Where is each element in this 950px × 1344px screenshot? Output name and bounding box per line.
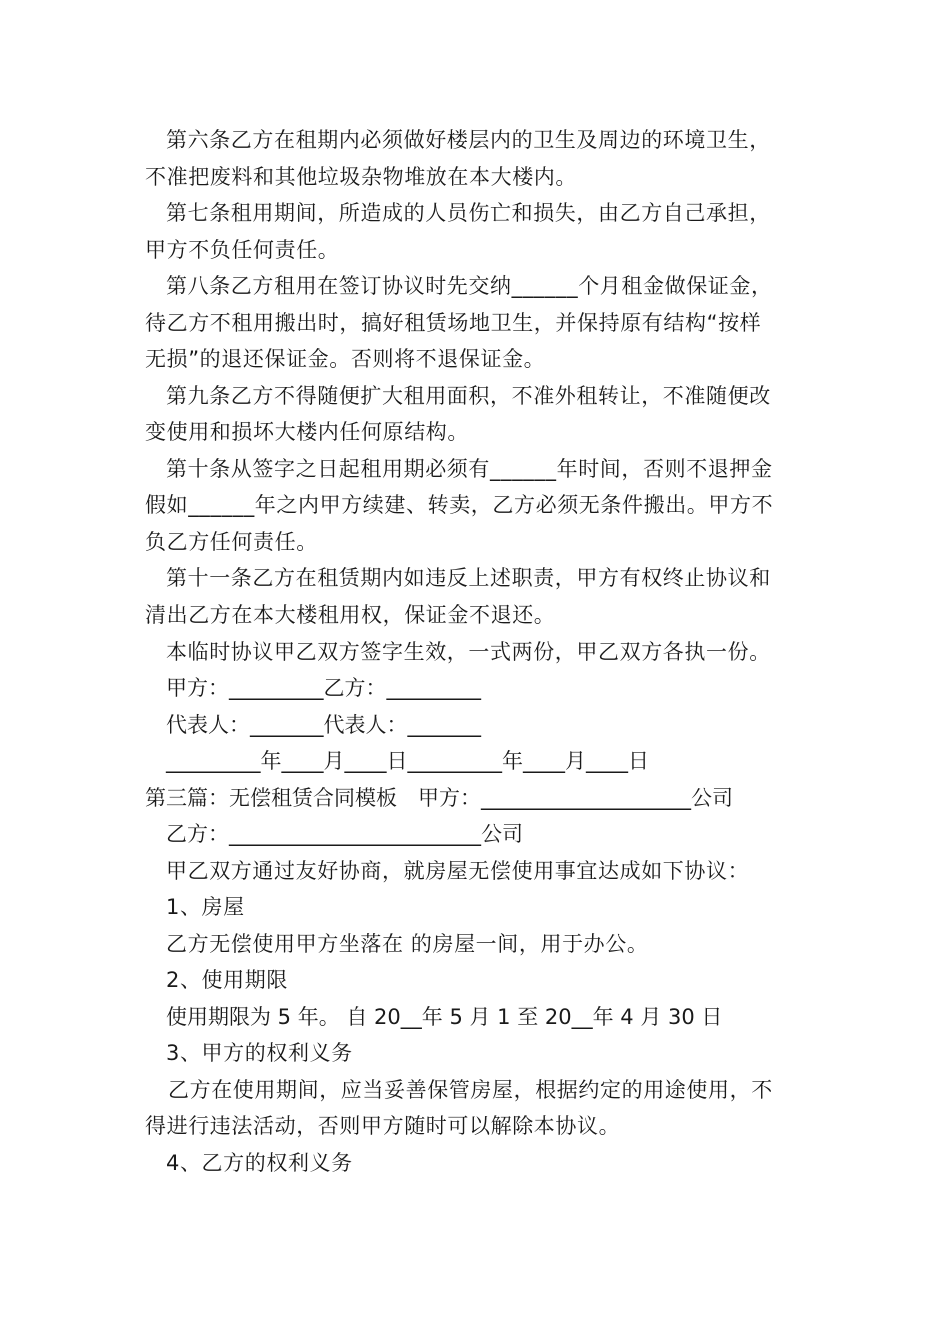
article-7-line-2: 甲方不负任何责任。 (145, 238, 340, 262)
article-11-line-1: 第十一条乙方在租赁期内如违反上述职责，甲方有权终止协议和 (166, 566, 771, 590)
item-3-heading: 3、甲方的权利义务 (166, 1041, 353, 1065)
item-1-heading: 1、房屋 (166, 895, 245, 919)
agreement-intro: 甲乙双方通过友好协商，就房屋无偿使用事宜达成如下协议： (166, 859, 750, 883)
item-4-heading: 4、乙方的权利义务 (166, 1151, 353, 1175)
article-10-line-1: 第十条从签字之日起租用期必须有______年时间，否则不退押金 (166, 457, 773, 481)
article-10-line-2: 假如______年之内甲方续建、转卖，乙方必须无条件搬出。甲方不 (145, 493, 774, 517)
party-signature-line: 甲方：_________乙方：_________ (166, 676, 481, 700)
effect-clause: 本临时协议甲乙双方签字生效，一式两份，甲乙双方各执一份。 (166, 640, 771, 664)
article-9-line-2: 变使用和损坏大楼内任何原结构。 (145, 420, 469, 444)
item-3-text-line-1: 乙方在使用期间，应当妥善保管房屋，根据约定的用途使用，不 (168, 1078, 773, 1102)
section-3-heading: 第三篇：无偿租赁合同模板 甲方：____________________公司 (145, 786, 733, 810)
article-7-line-1: 第七条租用期间，所造成的人员伤亡和损失，由乙方自己承担， (166, 201, 771, 225)
representative-signature-line: 代表人：_______代表人：_______ (166, 713, 481, 737)
date-line: _________年____月____日_________年____月____日 (166, 749, 649, 773)
item-2-heading: 2、使用期限 (166, 968, 288, 992)
article-10-line-3: 负乙方任何责任。 (145, 530, 318, 554)
item-1-text: 乙方无偿使用甲方坐落在 的房屋一间，用于办公。 (166, 932, 649, 956)
article-8-line-2: 待乙方不租用搬出时，搞好租赁场地卫生，并保持原有结构“按样 (145, 311, 762, 335)
article-8-line-3: 无损”的退还保证金。否则将不退保证金。 (145, 347, 546, 371)
article-6-line-2: 不准把废料和其他垃圾杂物堆放在本大楼内。 (145, 165, 577, 189)
party-b-line: 乙方：________________________公司 (166, 822, 523, 846)
article-8-line-1: 第八条乙方租用在签订协议时先交纳______个月租金做保证金， (166, 274, 773, 298)
item-2-text: 使用期限为 5 年。 自 20__年 5 月 1 至 20__年 4 月 30 日 (166, 1005, 723, 1029)
article-9-line-1: 第九条乙方不得随便扩大租用面积，不准外租转让，不准随便改 (166, 384, 771, 408)
article-6-line-1: 第六条乙方在租期内必须做好楼层内的卫生及周边的环境卫生， (166, 128, 771, 152)
article-11-line-2: 清出乙方在本大楼租用权，保证金不退还。 (145, 603, 556, 627)
item-3-text-line-2: 得进行违法活动，否则甲方随时可以解除本协议。 (145, 1114, 621, 1138)
